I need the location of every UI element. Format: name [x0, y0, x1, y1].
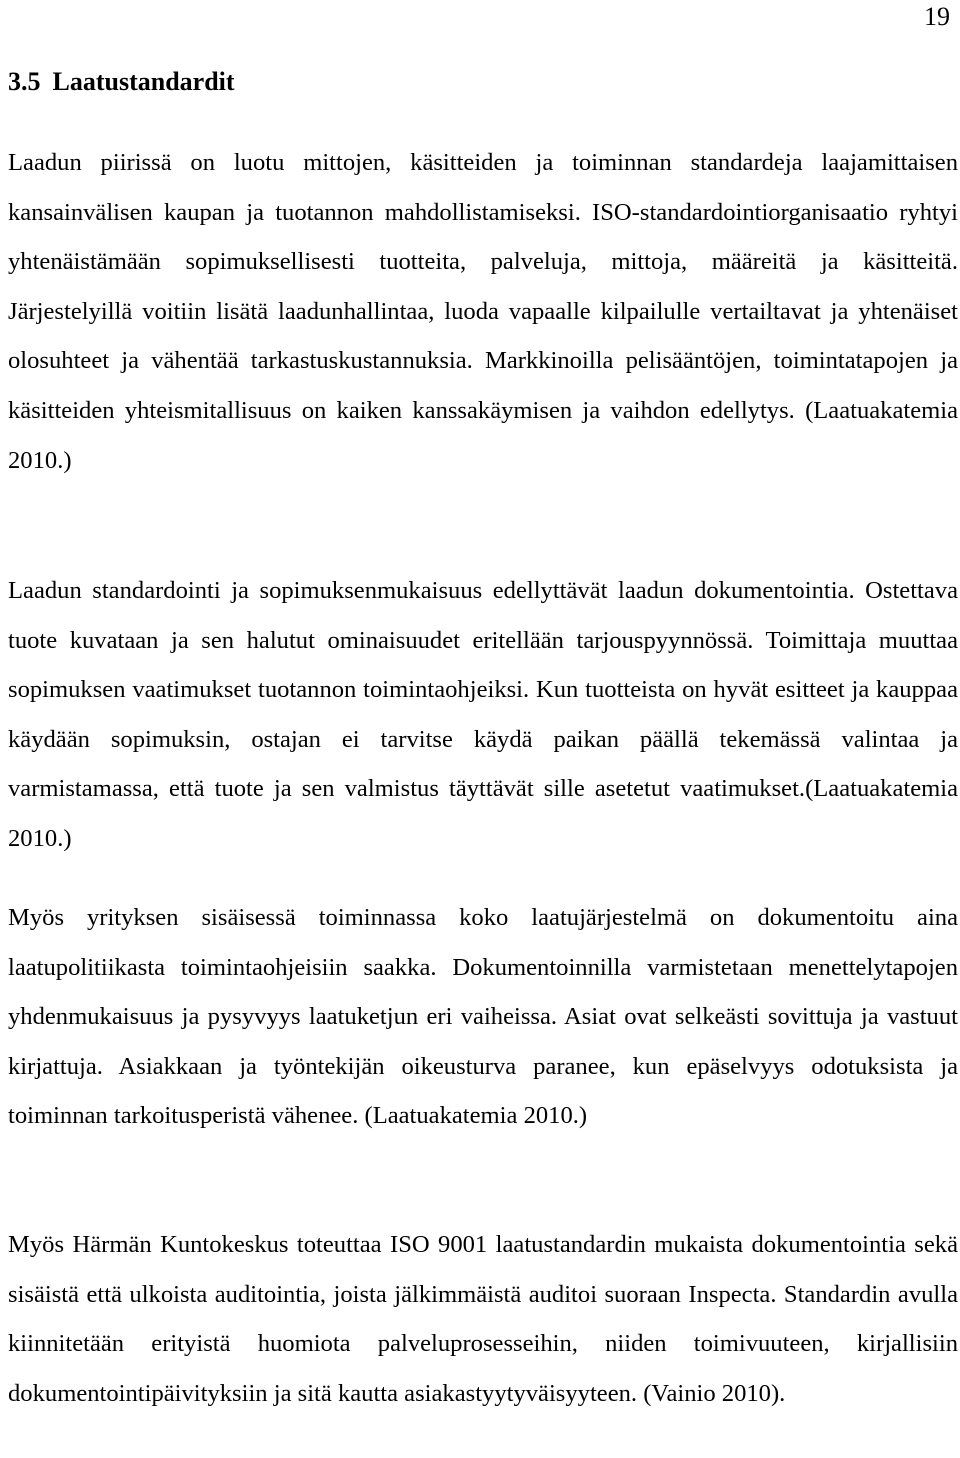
section-number: 3.5: [8, 67, 41, 96]
section-heading: [8, 62, 235, 102]
paragraph-internal-quality-system: Myös yrityksen sisäisessä toiminnassa koko laatujärjestelmä on dokumentoitu aina laatupolitiikasta toimintaohjeisiin saakka. Dokumentoinnilla varmistetaan menettelytapojen yhdenmukaisuus ja pysyvyys laatuketjun eri vaiheissa. Asiat ovat selkeästi sovittuja ja vastuut kirjattuja. Asiakkaan ja työntekijän oikeusturva paranee, kun epäselvyys odotuksista ja toiminnan tarkoitusperistä vähenee. (Laatuakatemia 2010.): [8, 904, 958, 1130]
paragraph-iso-standards: Laadun piirissä on luotu mittojen, käsitteiden ja toiminnan standardeja laajamittaisen kansainvälisen kaupan ja tuotannon mahdollistamiseksi. ISO-standardointiorganisaatio ryhtyi yhtenäistämään sopimuksellisesti tuotteita, palveluja, mittoja, määreitä ja käsitteitä. Järjestelyillä voitiin lisätä laadunhallintaa, luoda vapaalle kilpailulle vertailtavat ja yhtenäiset olosuhteet ja vähentää tarkastuskustannuksia. Markkinoilla pelisääntöjen, toimintatapojen ja käsitteiden yhteismitallisuus on kaiken kanssakäymisen ja vaihdon edellytys. (Laatuakatemia 2010.): [8, 149, 958, 474]
paragraph-harma-fitness-center: Myös Härmän Kuntokeskus toteuttaa ISO 9001 laatustandardin mukaista dokumentointia sekä sisäistä että ulkoista auditointia, joista jälkimmäistä auditoi suoraan Inspecta. Standardin avulla kiinnitetään erityistä huomiota palveluprosesseihin, niiden toimivuuteen, kirjallisiin dokumentointipäivityksiin ja sitä kautta asiakastyytyväisyyteen. (Vainio 2010).: [8, 1231, 958, 1407]
page-number: 19: [924, 2, 950, 31]
section-title: Laatustandardit: [52, 67, 235, 96]
paragraph-documentation: Laadun standardointi ja sopimuksenmukaisuus edellyttävät laadun dokumentointia. Ostettava tuote kuvataan ja sen halutut ominaisuudet eritellään tarjouspyynnössä. Toimittaja muuttaa sopimuksen vaatimukset tuotannon toimintaohjeiksi. Kun tuotteista on hyvät esitteet ja kauppaa käydään sopimuksin, ostajan ei tarvitse käydä paikan päällä tekemässä valintaa ja varmistamassa, että tuote ja sen valmistus täyttävät sille asetetut vaatimukset.(Laatuakatemia 2010.): [8, 577, 958, 852]
